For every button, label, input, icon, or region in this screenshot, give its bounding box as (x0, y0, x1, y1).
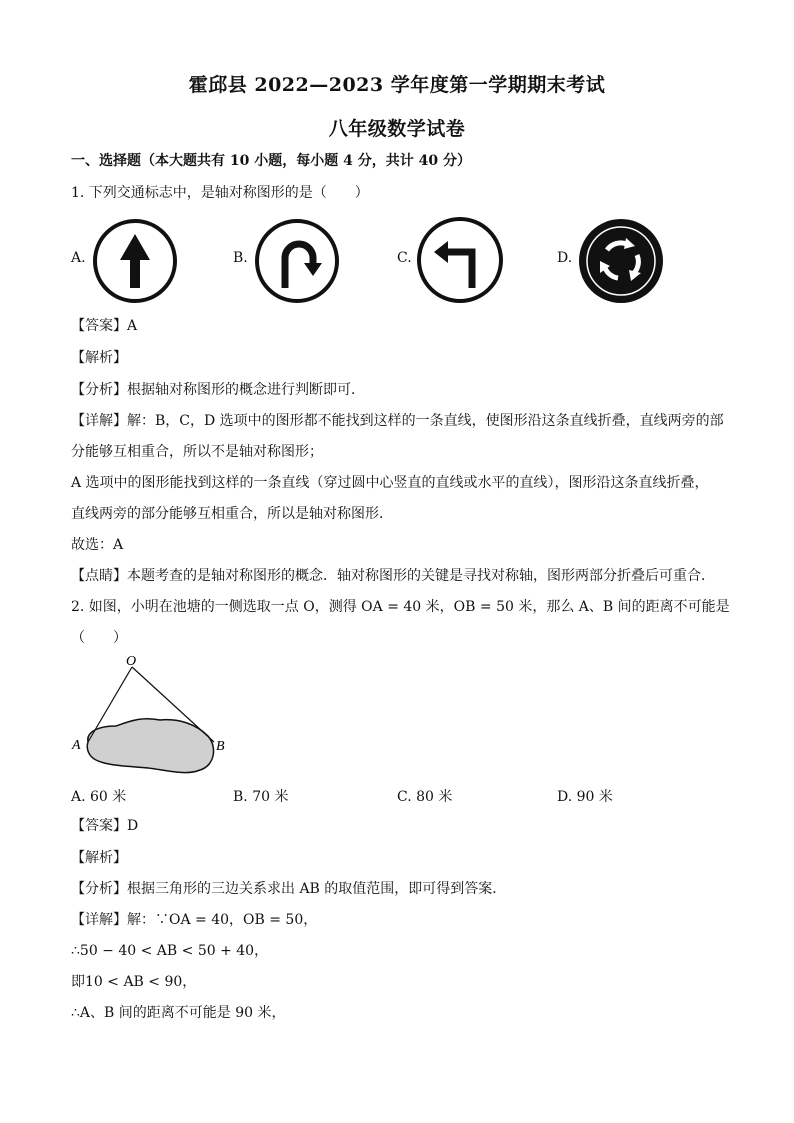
q1-option-c-label: C. (397, 250, 412, 266)
q1-detail-line-1: 【详解】解：B，C，D 选项中的图形都不能找到这样的一条直线，使图形沿这条直线折叠，直线两旁的部 (71, 413, 724, 429)
q1-stem: 1. 下列交通标志中，是轴对称图形的是（ ） (71, 185, 369, 201)
q1-comment: 【点睛】本题考查的是轴对称图形的概念．轴对称图形的关键是寻找对称轴，图形两部分折叠后可重合． (71, 568, 715, 584)
point-o-label: O (126, 654, 137, 669)
point-a-label: A (72, 738, 81, 753)
q2-analysis-label: 【解析】 (71, 850, 127, 866)
left-turn-sign-icon (416, 216, 504, 304)
q1-detail-line-2: 分能够互相重合，所以不是轴对称图形； (71, 444, 323, 460)
exam-subtitle: 八年级数学试卷 (328, 118, 466, 140)
q1-option-a-label: A. (71, 250, 86, 266)
point-b-label: B (216, 739, 225, 754)
pond-shape (87, 719, 213, 773)
q2-detail-line-4: ∴A、B 间的距离不可能是 90 米， (71, 1005, 286, 1021)
q2-fenxi: 【分析】根据三角形的三边关系求出 AB 的取值范围，即可得到答案． (71, 881, 507, 897)
q2-detail-line-1: 【详解】解：∵OA = 40，OB = 50， (71, 912, 318, 928)
roundabout-sign-icon (578, 218, 664, 304)
q2-stem-line-1: 2. 如图，小明在池塘的一侧选取一点 O，测得 OA = 40 米，OB = 50 米，那么 A、B 间的距离不可能是 (71, 599, 730, 615)
q1-fenxi: 【分析】根据轴对称图形的概念进行判断即可． (71, 382, 365, 398)
q2-detail-line-3: 即10 < AB < 90， (71, 974, 197, 990)
q1-detail-line-4: 直线两旁的部分能够互相重合，所以是轴对称图形． (71, 506, 393, 522)
q1-option-b-label: B. (233, 250, 248, 266)
q2-option-d: D. 90 米 (557, 789, 613, 805)
q2-option-a: A. 60 米 (71, 789, 127, 805)
q1-choose: 故选：A (71, 537, 124, 553)
q2-option-b: B. 70 米 (233, 789, 289, 805)
q2-stem-line-2: （ ） (71, 630, 127, 646)
q1-analysis-label: 【解析】 (71, 350, 127, 366)
q1-answer: 【答案】A (71, 318, 138, 334)
section-heading: 一、选择题（本大题共有 10 小题，每小题 4 分，共计 40 分） (71, 153, 471, 169)
exam-title: 霍邱县 2022—2023 学年度第一学期期末考试 (188, 74, 606, 96)
q2-detail-line-2: ∴50 − 40 < AB < 50 + 40， (71, 943, 269, 959)
q1-detail-line-3: A 选项中的图形能找到这样的一条直线（穿过圆中心竖直的直线或水平的直线），图形沿这条直线折叠， (71, 475, 709, 491)
pond-triangle-diagram (68, 652, 238, 780)
q1-option-d-label: D. (557, 250, 573, 266)
q2-answer: 【答案】D (71, 818, 139, 834)
straight-arrow-sign-icon (92, 218, 178, 304)
q2-option-c: C. 80 米 (397, 789, 453, 805)
u-turn-right-sign-icon (254, 218, 340, 304)
